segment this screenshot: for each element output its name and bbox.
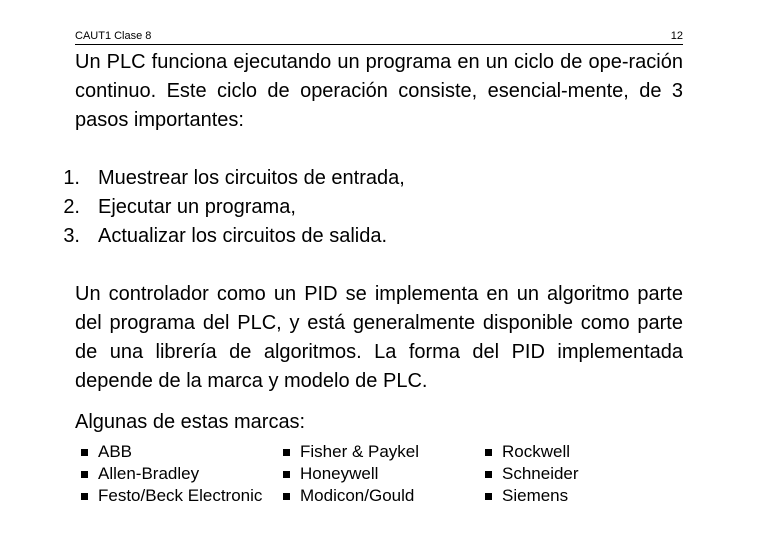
brand-label: Fisher & Paykel	[300, 442, 420, 461]
square-bullet-icon	[283, 493, 290, 500]
page-header	[75, 30, 683, 45]
square-bullet-icon	[81, 449, 88, 456]
brand-label: Siemens	[502, 486, 569, 505]
square-bullet-icon	[81, 471, 88, 478]
brand-label: Honeywell	[300, 464, 379, 483]
square-bullet-icon	[485, 449, 492, 456]
course-title: CAUT1 Clase 8	[75, 30, 152, 42]
step-number: 3.	[63, 225, 80, 247]
square-bullet-icon	[283, 471, 290, 478]
brand-label: Rockwell	[502, 442, 571, 461]
step-text: Muestrear los circuitos de entrada,	[98, 167, 405, 189]
brand-label: Festo/Beck Electronic	[98, 486, 263, 505]
intro-paragraph	[75, 48, 683, 135]
brands-intro-text: Algunas de estas marcas:	[75, 411, 306, 433]
step-number: 1.	[63, 167, 80, 189]
brand-label: Modicon/Gould	[300, 486, 415, 505]
square-bullet-icon	[485, 493, 492, 500]
square-bullet-icon	[485, 471, 492, 478]
brand-label: ABB	[98, 442, 133, 461]
page-number: 12	[670, 30, 683, 42]
brands-intro	[75, 408, 683, 437]
step-text: Ejecutar un programa,	[98, 196, 296, 218]
pid-paragraph	[75, 280, 683, 396]
step-text: Actualizar los circuitos de salida.	[98, 225, 388, 247]
pid-text: Un controlador como un PID se implementa en un algoritmo parte del programa del PLC, y está generalmente disponible como parte de una librería de algoritmos. La forma del PID implementada depende de la marca y modelo de PLC.	[75, 283, 683, 392]
intro-text: Un PLC funciona ejecutando un programa en un ciclo de ope-ración continuo. Este ciclo de operación consiste, esencial-mente, de 3 pasos importantes:	[75, 51, 683, 131]
brand-label: Schneider	[502, 464, 579, 483]
step-number: 2.	[63, 196, 80, 218]
square-bullet-icon	[81, 493, 88, 500]
square-bullet-icon	[283, 449, 290, 456]
brand-label: Allen-Bradley	[98, 464, 200, 483]
